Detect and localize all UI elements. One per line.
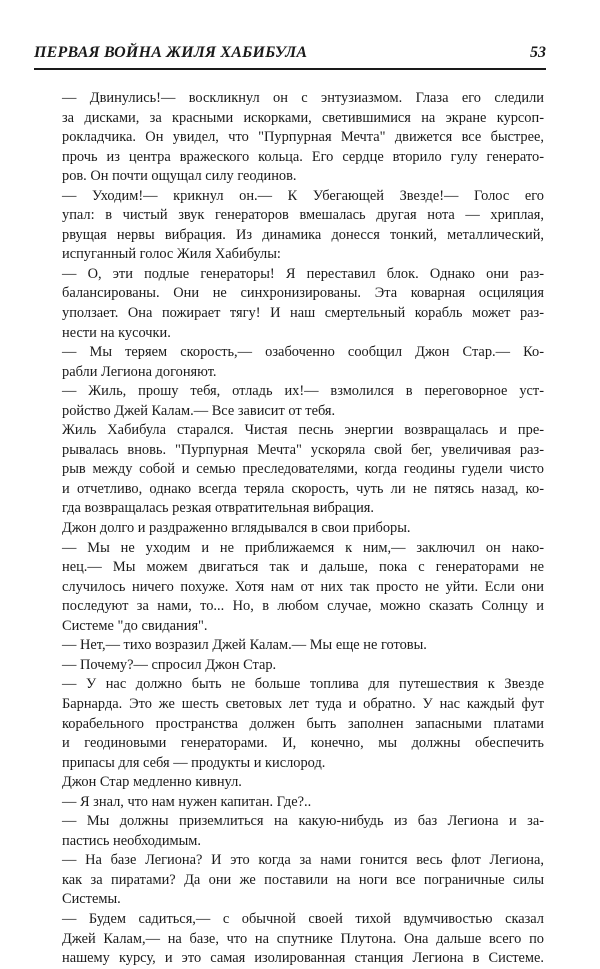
text-line: прочь из центра вражеского кольца. Его сердце вторило гулу генерато-: [62, 148, 544, 165]
running-title: ПЕРВАЯ ВОЙНА ЖИЛЯ ХАБИБУЛА: [34, 44, 308, 61]
text-line: как за пиратами? Да они же поставили на ноги все пограничные силы: [62, 871, 544, 888]
text-line: нец.— Мы можем двигаться так и дальше, пока с генераторами не: [62, 559, 544, 576]
text-line: рабли Легиона догоняют.: [62, 363, 217, 380]
text-line: — О, эти подлые генераторы! Я переставил блок. Однако они раз-: [62, 265, 544, 282]
text-line: случилось ничего похуже. Хотя нам от них так просто не уйти. Если они: [62, 578, 544, 595]
text-line: Джей Калам,— на базе, что на спутнике Плутона. Она дальше всего по: [62, 930, 544, 947]
text-line: рвущая нервы вибрация. Из динамика донесся тонкий, металлический,: [62, 226, 544, 243]
text-line: и геодиновыми генераторами. И, конечно, мы должны обеспечить: [62, 735, 544, 752]
text-line: припасы для себя — продукты и кислород.: [62, 754, 326, 771]
text-line: и отчетливо, однако всегда теряла скорость, чуть ли не пятясь назад, ко-: [62, 480, 544, 497]
text-line: — Мы не уходим и не приближаемся к ним,— заключил он нако-: [62, 539, 544, 556]
text-line: — Мы теряем скорость,— озабоченно сообщил Джон Стар.— Ко-: [62, 344, 544, 361]
text-line: — Двинулись!— воскликнул он с энтузиазмом. Глаза его следили: [62, 90, 544, 106]
running-head: [34, 44, 550, 70]
text-line: рывалась вновь. "Пурпурная Мечта" ускоряла свой бег, увеличивая раз-: [62, 441, 544, 458]
text-line: гда возвращалась резкая отвратительная вибрация.: [62, 500, 375, 517]
page-number: 53: [530, 44, 546, 61]
text-line: Системе "до свидания".: [62, 617, 208, 634]
text-line: нашему курсу, и это самая изолированная станция Легиона в Системе.: [62, 950, 544, 967]
text-line: нести на кусочки.: [62, 324, 171, 341]
text-line: — На базе Легиона? И это когда за нами гонится весь флот Легиона,: [62, 852, 544, 869]
text-line: — Я знал, что нам нужен капитан. Где?..: [62, 793, 312, 810]
text-line: — Мы должны приземлиться на какую-нибудь из баз Легиона и за-: [62, 813, 544, 830]
text-line: — Нет,— тихо возразил Джей Калам.— Мы еще не готовы.: [62, 637, 427, 654]
text-line: корабельного пространства должен быть заполнен запасными платами: [62, 715, 544, 732]
text-line: — Почему?— спросил Джон Стар.: [62, 656, 277, 673]
header-rule: [34, 68, 546, 70]
text-line: балансированы. Они не синхронизированы. Эта коварная осциляция: [62, 285, 544, 302]
text-line: Барнарда. Это же шесть световых лет туда и обратно. У нас каждый фут: [62, 695, 544, 712]
text-line: уползает. Она пожирает тягу! И наш смертельный корабль может раз-: [62, 305, 544, 322]
text-line: за дисками, за красными искорками, светившимися на экране курсоп-: [62, 109, 544, 126]
text-line: Жиль Хабибула старался. Чистая песнь энергии возвращалась и пре-: [62, 422, 544, 439]
text-line: пастись необходимым.: [62, 832, 202, 849]
body-text: [62, 89, 544, 969]
text-line: Системы.: [62, 891, 121, 908]
text-line: Джон долго и раздраженно вглядывался в свои приборы.: [62, 520, 411, 537]
text-line: Джон Стар медленно кивнул.: [62, 774, 242, 791]
text-line: — Жиль, прошу тебя, отладь их!— взмолился в переговорное уст-: [62, 383, 544, 400]
text-line: ров. Он почти ощущал силу геодинов.: [62, 168, 297, 185]
text-line: — У нас должно быть не больше топлива для путешествия к Звезде: [62, 676, 544, 693]
text-line: рыв между собой и семью преследователями, когда геодины гудели чисто: [62, 461, 544, 478]
text-line: испуганный голос Жиля Хабибулы:: [62, 246, 281, 263]
text-line: — Уходим!— крикнул он.— К Убегающей Звезде!— Голос его: [62, 187, 544, 204]
text-line: упал: в чистый звук генераторов вмешалась другая нота — хриплая,: [62, 207, 544, 224]
text-line: ройство Джей Калам.— Все зависит от тебя.: [62, 402, 336, 419]
text-line: последуют за нами, то... Но, в любом случае, можно сказать Солнцу и: [62, 598, 544, 615]
text-line: рокладчика. Он увидел, что "Пурпурная Мечта" движется все быстрее,: [62, 129, 544, 146]
text-line: — Будем садиться,— с обычной своей тихой вдумчивостью сказал: [62, 910, 544, 927]
